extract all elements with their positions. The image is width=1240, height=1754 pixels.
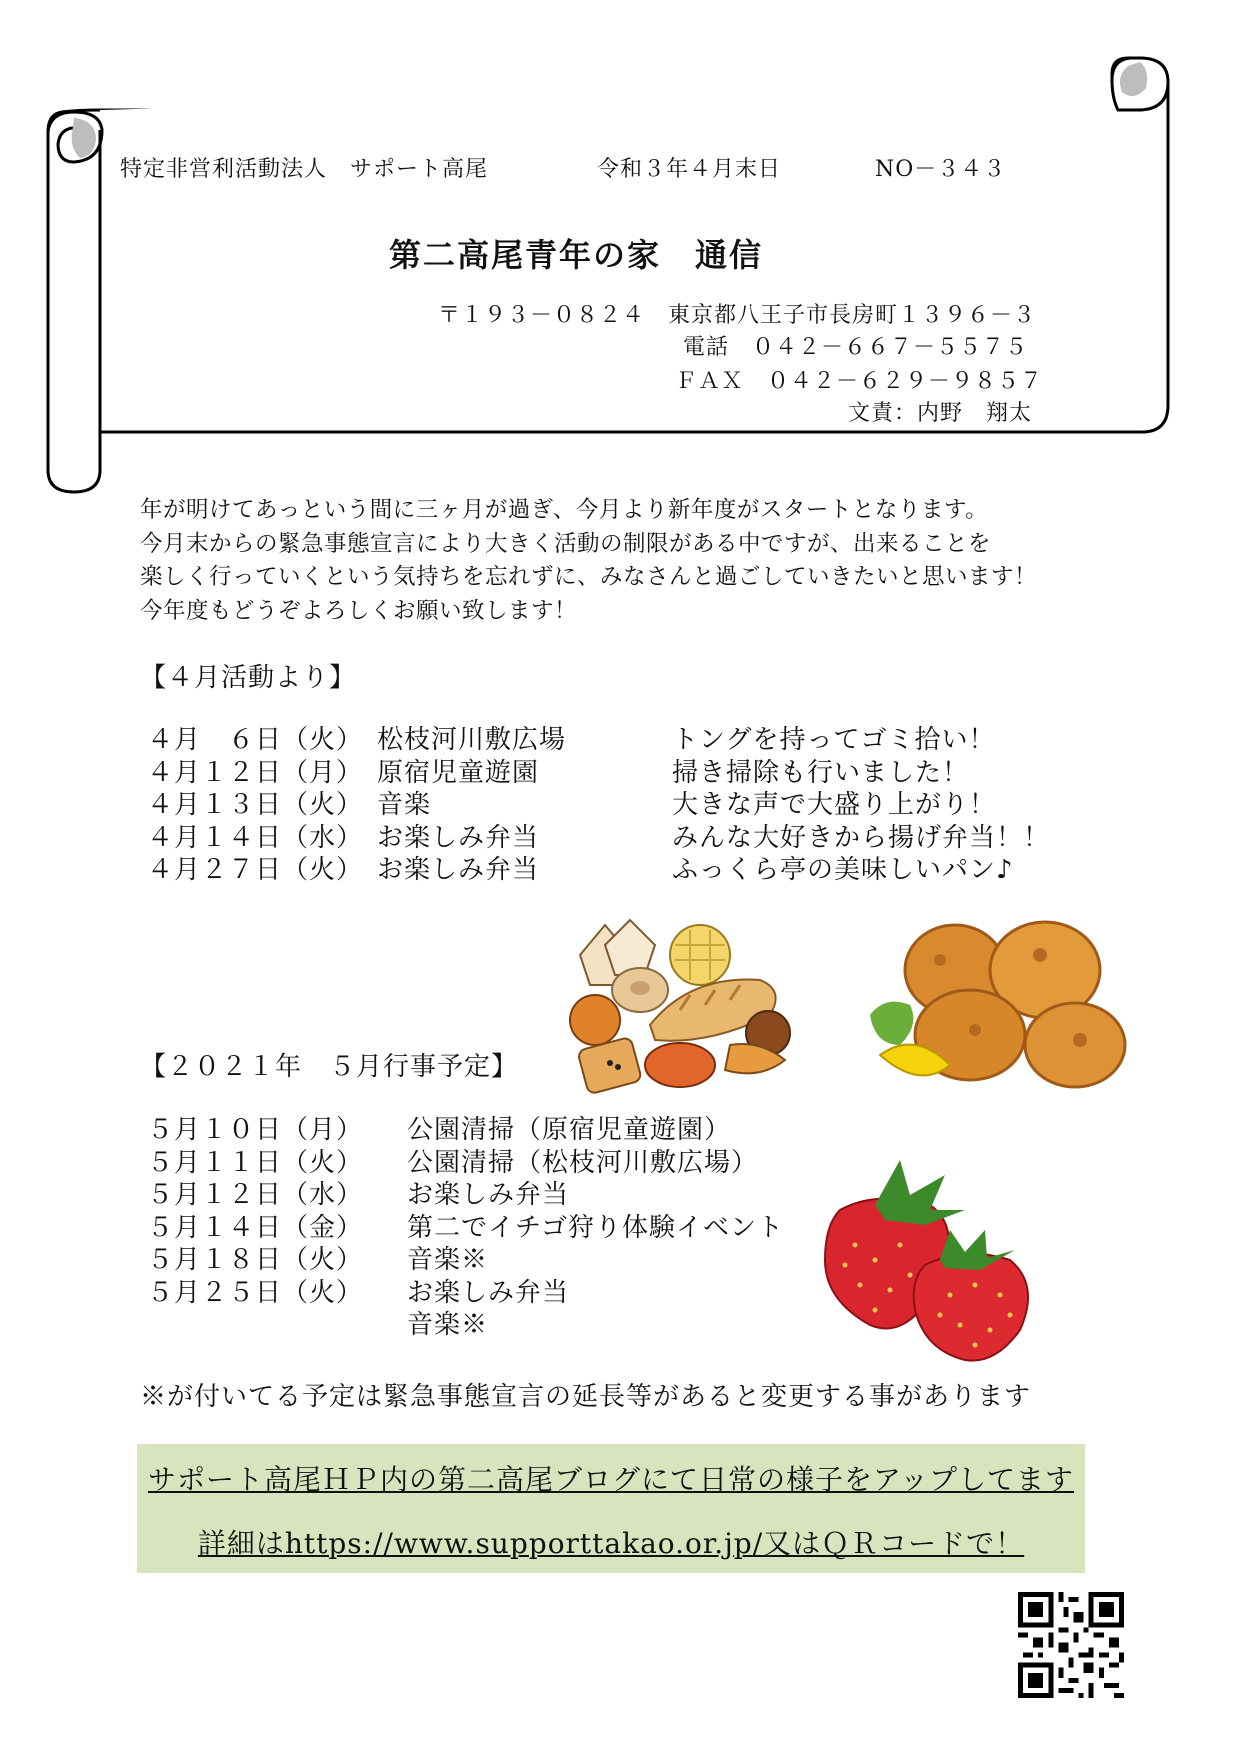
may-event: 音楽※ [407, 1245, 489, 1275]
april-row [147, 822, 1050, 855]
may-row [147, 1114, 817, 1147]
notice-box [137, 1444, 1085, 1573]
april-row [147, 854, 1050, 887]
author: 文責：内野 翔太 [848, 401, 1033, 426]
april-place: 音楽 [377, 790, 432, 820]
intro-text [140, 494, 1037, 628]
issue-date: 令和３年４月末日 [597, 157, 782, 182]
may-date: ５月１４日（金） [147, 1212, 364, 1243]
may-row [147, 1179, 817, 1212]
april-date: ４月２７日（火） [147, 855, 364, 885]
phone: 電話 ０４２－６６７－５５７５ [683, 335, 1029, 360]
april-row [147, 757, 1050, 790]
april-note: ふっくら亭の美味しいパン♪ [672, 855, 1014, 885]
may-date: ５月１１日（火） [147, 1147, 364, 1178]
may-event: 音楽※ [407, 1310, 489, 1340]
may-row [147, 1147, 817, 1180]
notice-line-1: サポート高尾ＨＰ内の第二高尾ブログにて日常の様子をアップしてます [147, 1463, 1075, 1496]
april-schedule [147, 724, 1050, 887]
may-row [147, 1277, 817, 1310]
may-date: ５月１０日（月） [147, 1115, 364, 1145]
april-date: ４月 ６日（火） [147, 725, 364, 755]
april-date: ４月１４日（水） [147, 822, 364, 853]
april-place: 松枝河川敷広場 [377, 725, 567, 755]
qr-code[interactable] [1018, 1592, 1124, 1698]
april-row [147, 724, 1050, 757]
april-row [147, 789, 1050, 822]
org-name: 特定非営利活動法人 サポート高尾 [120, 157, 489, 182]
notice-line-2[interactable]: 詳細はhttps://www.supporttakao.or.jp/又はＱＲコードで！ [197, 1527, 1025, 1560]
may-event: お楽しみ弁当 [407, 1277, 570, 1308]
april-date: ４月１２日（月） [147, 757, 364, 788]
april-note: みんな大好きから揚げ弁当！！ [672, 822, 1051, 853]
karaage-illustration [860, 915, 1130, 1095]
april-note: 掃き掃除も行いました！ [672, 757, 970, 788]
may-row [147, 1244, 817, 1277]
page-title: 第二高尾青年の家 通信 [389, 236, 764, 274]
april-place: お楽しみ弁当 [377, 822, 540, 853]
may-date: ５月１２日（水） [147, 1180, 364, 1210]
may-row [147, 1309, 817, 1342]
may-event: 公園清掃（原宿児童遊園） [407, 1115, 732, 1145]
april-note: 大きな声で大盛り上がり！ [672, 790, 997, 820]
intro-line: 年が明けてあっという間に三ヶ月が過ぎ、今月より新年度がスタートとなります。 [140, 497, 989, 523]
may-schedule [147, 1114, 817, 1342]
strawberry-illustration [815, 1150, 1055, 1365]
may-heading: 【２０２１年 ５月行事予定】 [140, 1052, 519, 1082]
april-heading: 【４月活動より】 [140, 663, 357, 693]
may-event: お楽しみ弁当 [407, 1180, 570, 1210]
issue-number: NO－３４３ [875, 157, 1007, 182]
address: 〒１９３－０８２４ 東京都八王子市長房町１３９６－３ [438, 303, 1037, 328]
april-place: お楽しみ弁当 [377, 855, 540, 885]
bread-illustration [560, 915, 800, 1095]
may-date [147, 1309, 407, 1342]
may-date: ５月１８日（火） [147, 1245, 364, 1275]
may-date: ５月２５日（火） [147, 1277, 364, 1308]
intro-line: 今年度もどうぞよろしくお願い致します！ [140, 597, 578, 624]
april-place: 原宿児童遊園 [377, 757, 540, 788]
may-event: 第二でイチゴ狩り体験イベント [407, 1212, 784, 1243]
april-date: ４月１３日（火） [147, 790, 364, 820]
fax: ＦＡＸ ０４２－６２９－９８５７ [675, 369, 1044, 394]
intro-line: 楽しく行っていくという気持ちを忘れずに、みなさんと過ごしていきたいと思います！ [140, 564, 1038, 590]
caution-note: ※が付いてる予定は緊急事態宣言の延長等があると変更する事があります [140, 1382, 1032, 1412]
may-event: 公園清掃（松枝河川敷広場） [407, 1147, 759, 1178]
april-note: トングを持ってゴミ拾い！ [672, 725, 996, 755]
intro-line: 今月末からの緊急事態宣言により大きく活動の制限がある中ですが、出来ることを [140, 530, 992, 557]
may-row [147, 1212, 817, 1245]
